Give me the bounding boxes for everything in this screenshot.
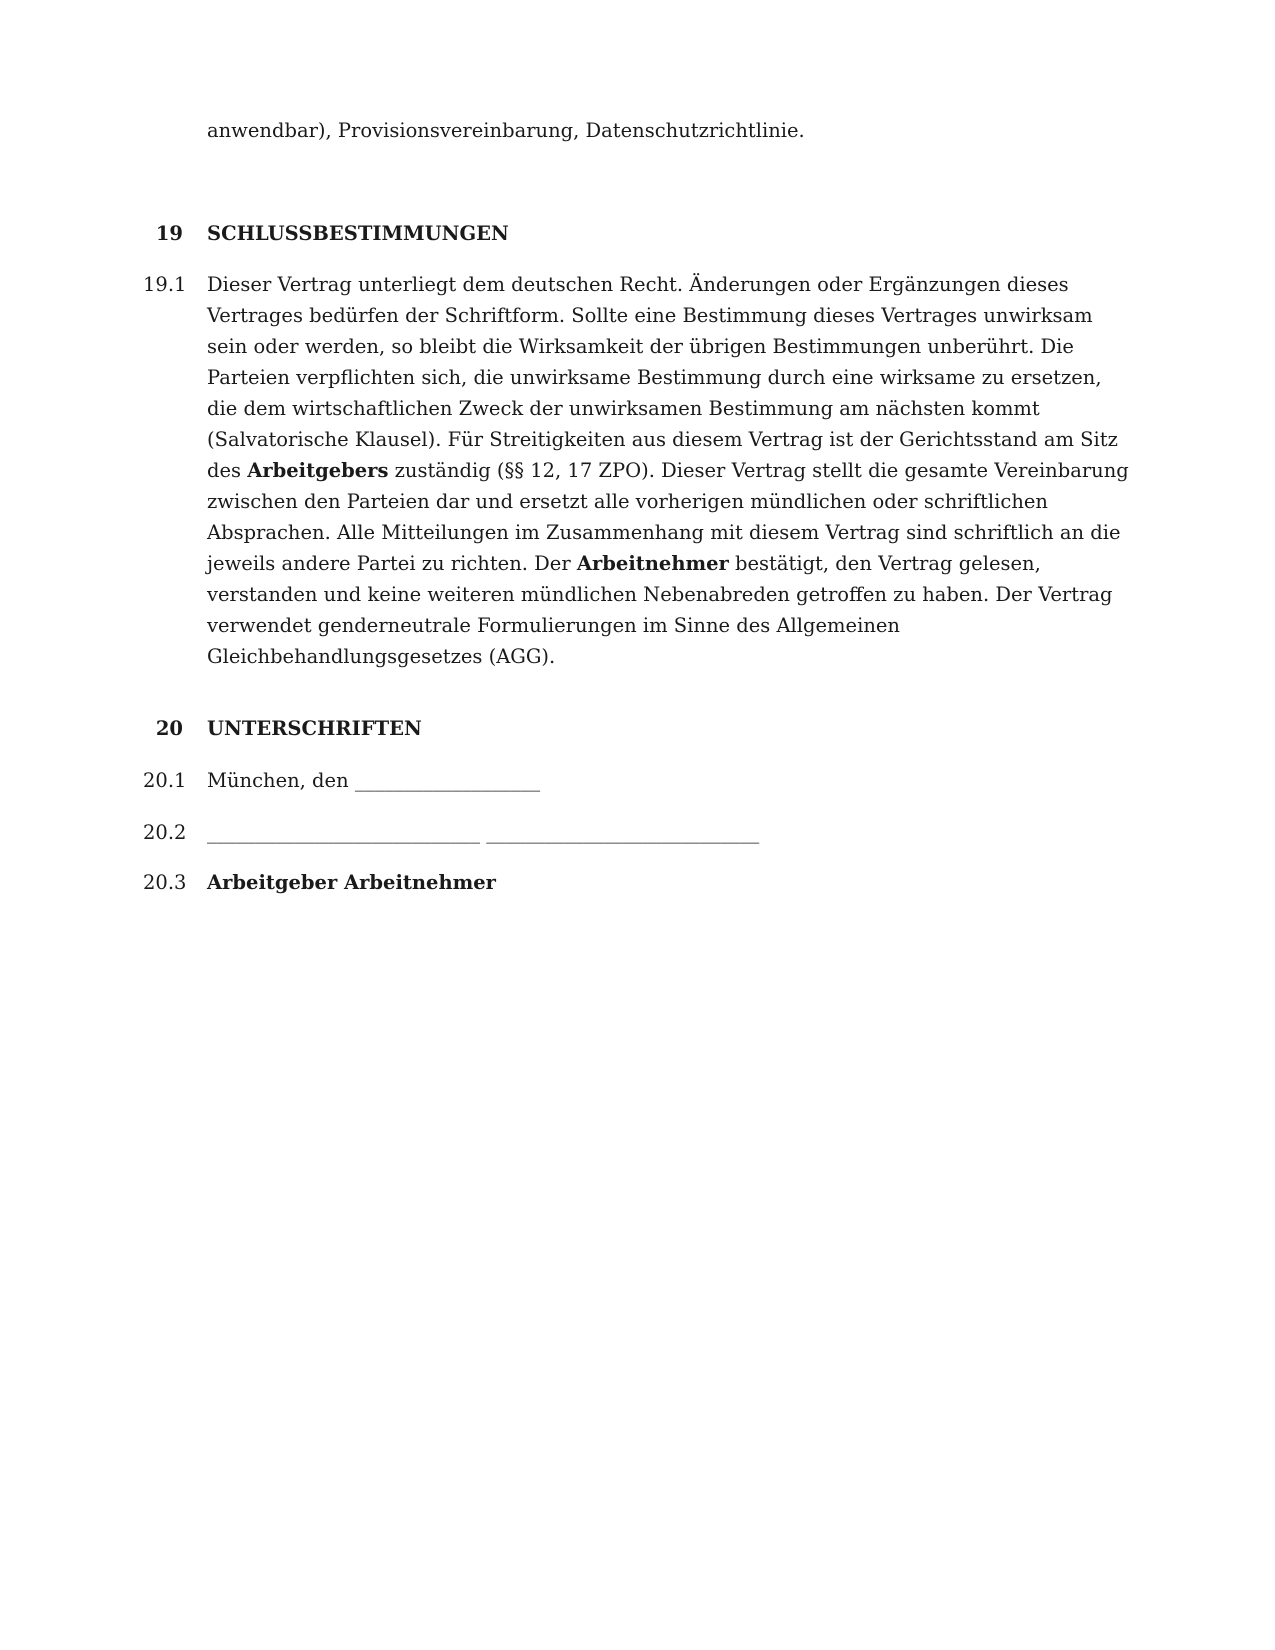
clause-19-1-part-1: Dieser Vertrag unterliegt dem deutschen Recht. Änderungen oder Ergänzungen dieses Vertrages bedürfen der Schriftform. Sollte eine Bestimmung dieses Vertrages unwirksam sein oder werden, so bleibt die Wirksamkeit der übrigen Bestimmungen unberührt. Die Parteien verpflichten sich, die unwirksame Bestimmung durch eine wirksame zu ersetzen, die dem wirtschaftlichen Zweck der unwirksamen Bestimmung am nächsten kommt (Salvatorische Klausel). Für Streitigkeiten aus diesem Vertrag ist der Gerichtsstand am Sitz des <box>207 273 1118 482</box>
section-19-title: SCHLUSSBESTIMMUNGEN <box>207 222 509 245</box>
clause-19-1-part-2: zuständig (§§ 12, 17 ZPO). Dieser Vertrag stellt die gesamte Vereinbarung zwischen den Parteien dar und ersetzt alle vorherigen mündlichen oder schriftlichen Absprachen. Alle Mitteilungen im Zusammenhang mit diesem Vertrag sind schriftlich an die jeweils andere Partei zu richten. Der <box>207 459 1129 575</box>
signature-labels: Arbeitgeber Arbeitnehmer <box>207 871 496 894</box>
clause-19-1-text <box>207 269 1137 672</box>
clause-20-2-number: 20.2 <box>143 821 187 844</box>
clause-19-1-number: 19.1 <box>143 273 187 296</box>
section-20-number: 20 <box>155 717 183 740</box>
clause-20-3-number: 20.3 <box>143 871 187 894</box>
carryover-text: anwendbar), Provisionsvereinbarung, Datenschutzrichtlinie. <box>207 119 805 142</box>
section-20-title: UNTERSCHRIFTEN <box>207 717 422 740</box>
section-19-number: 19 <box>155 222 183 245</box>
clause-19-1-part-3: bestätigt, den Vertrag gelesen, verstanden und keine weiteren mündlichen Nebenabreden getroffen zu haben. Der Vertrag verwendet genderneutrale Formulierungen im Sinne des Allgemeinen Gleichbehandlungsgesetzes (AGG). <box>207 552 1113 668</box>
arbeitgebers-term: Arbeitgebers <box>247 459 389 482</box>
place-date-line: München, den ___________________ <box>207 769 541 792</box>
signature-lines: ____________________________ ____________________________ <box>207 821 760 844</box>
clause-20-1-number: 20.1 <box>143 769 187 792</box>
arbeitnehmer-term: Arbeitnehmer <box>576 552 729 575</box>
